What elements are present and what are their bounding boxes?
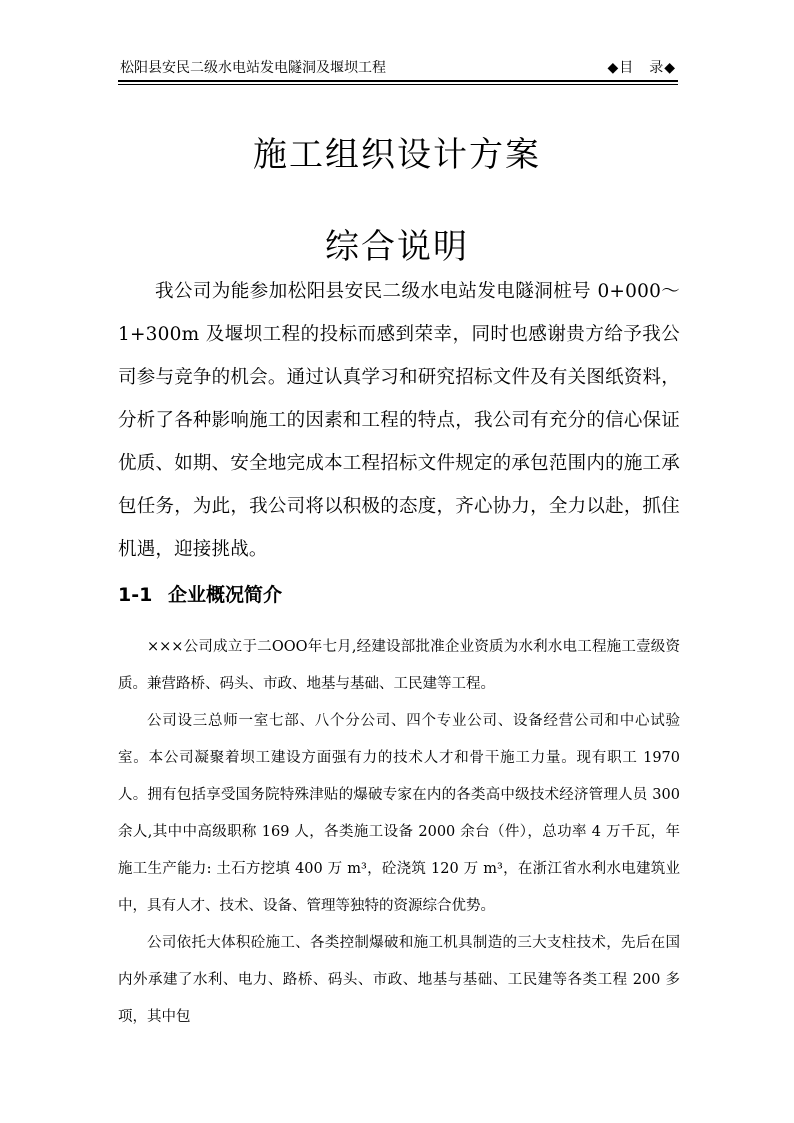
body-paragraph: 公司设三总师一室七部、八个分公司、四个专业公司、设备经营公司和中心试验室。本公司凝聚着坝工建设方面强有力的技术人才和骨干施工力量。现有职工 1970 人。拥有包括享受国务院特殊津贴的爆破专家在内的各类高中级技术经济管理人员 300 余人,其中中高级职称 169 人，各类施工设备 2000 余台（件），总功率 4 万千瓦，年施工生产能力: 土石方挖填 400 万 m³，砼浇筑 120 万 m³，在浙江省水利水电建筑业中，具有人才、技术、设备、管理等独特的资源综合优势。: [118, 713, 680, 914]
section-number: 1-1: [118, 584, 153, 606]
section-heading: [118, 580, 282, 607]
intro-paragraph: 我公司为能参加松阳县安民二级水电站发电隧洞桩号 0+000～1+300m 及堰坝工程的投标而感到荣幸，同时也感谢贵方给予我公司参与竞争的机会。通过认真学习和研究招标文件及有关图纸资料，分析了各种影响施工的因素和工程的特点，我公司有充分的信心保证优质、如期、安全地完成本工程招标文件规定的承包范围内的施工承包任务，为此，我公司将以积极的态度，齐心协力，全力以赴，抓住机遇，迎接挑战。: [118, 281, 680, 560]
document-subtitle: 综合说明: [325, 227, 469, 268]
header-rule: [118, 84, 678, 85]
header-project-name: 松阳县安民二级水电站发电隧洞及堰坝工程: [120, 60, 386, 76]
body-paragraph: 公司依托大体积砼施工、各类控制爆破和施工机具制造的三大支柱技术，先后在国内外承建了水利、电力、路桥、码头、市政、地基与基础、工民建等各类工程 200 多项，其中包: [118, 935, 680, 1025]
section-title: 企业概况简介: [168, 584, 283, 606]
body-paragraph: ×××公司成立于二OOO年七月,经建设部批准企业资质为水利水电工程施工壹级资质。兼营路桥、码头、市政、地基与基础、工民建等工程。: [118, 639, 680, 692]
page-header: [118, 56, 678, 82]
document-title: 施工组织设计方案: [253, 134, 541, 175]
header-section-label: ◆目 录◆: [607, 60, 676, 76]
